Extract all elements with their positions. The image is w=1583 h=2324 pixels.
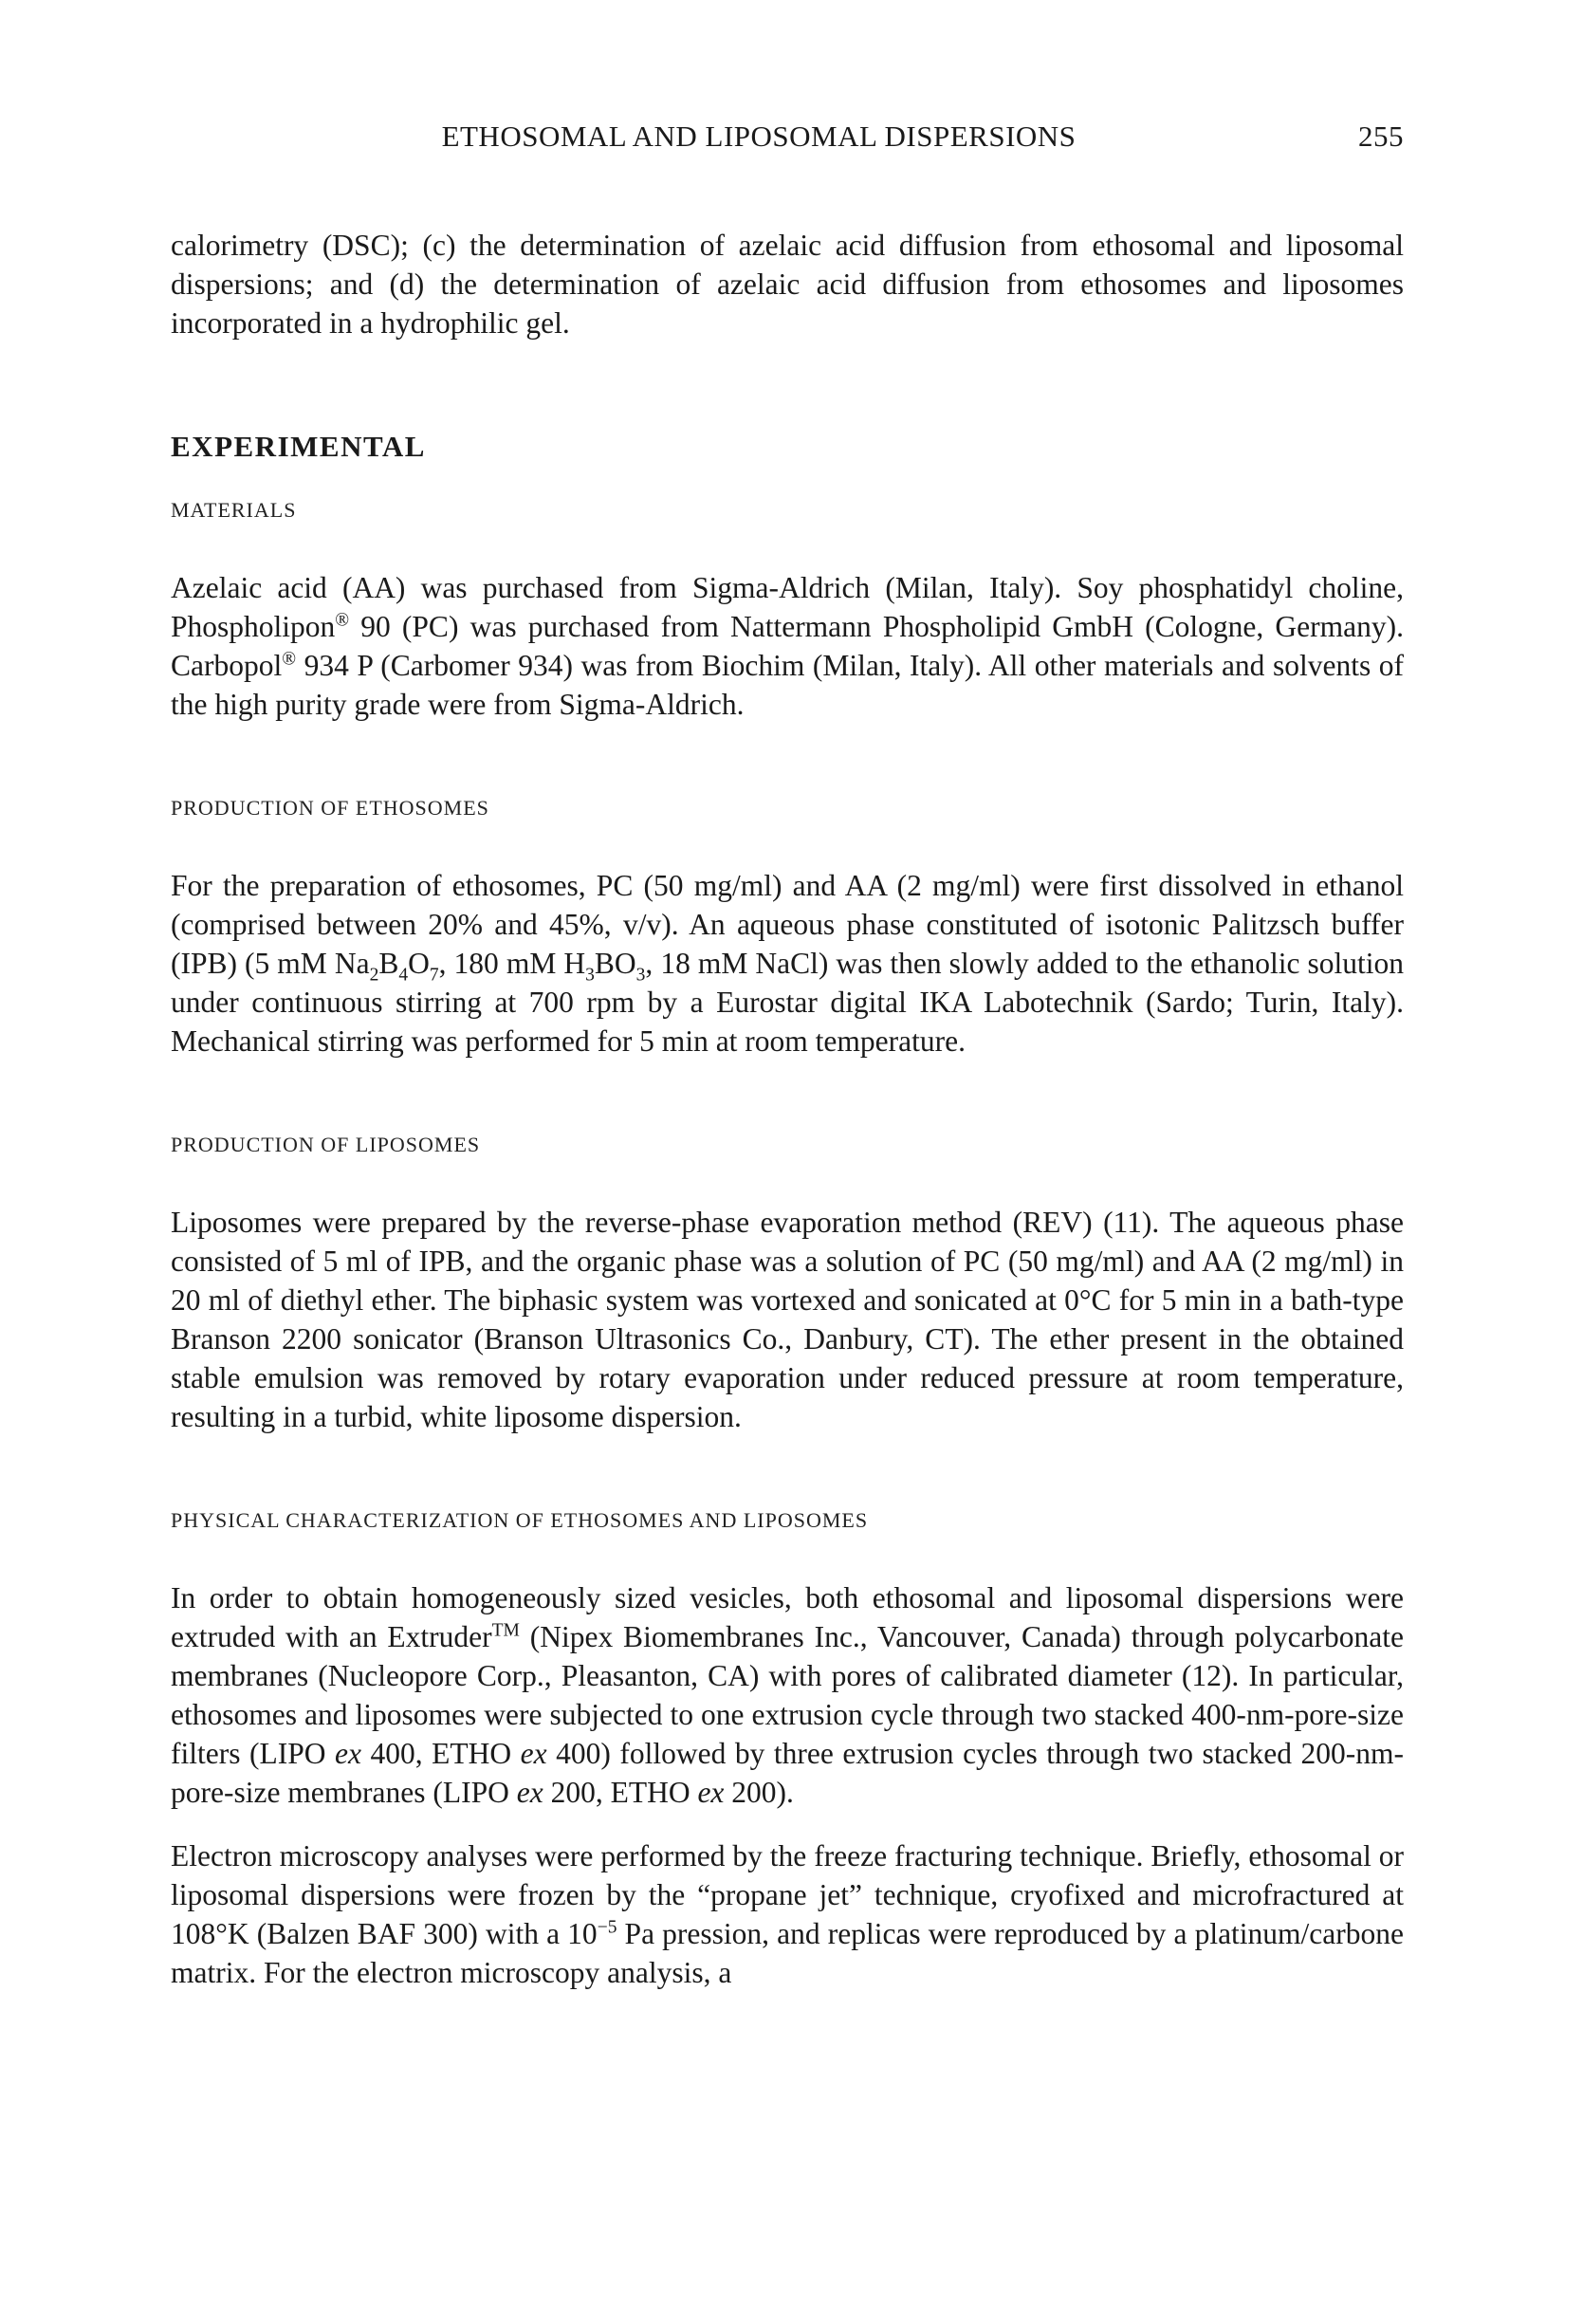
subheading-physical-characterization: PHYSICAL CHARACTERIZATION OF ETHOSOMES AND LIPOSOMES (171, 1508, 869, 1532)
characterization-paragraph-2: Electron microscopy analyses were performed by the freeze fracturing technique. Briefly, ethosomal or liposomal dispersions were frozen by the “propane jet” technique, cryofixed and microfractured at 108°K (Balzen BAF 300) with a $10^{-5}$ Pa pression, and replicas were reproduced by a platinum/carbone matrix. For the electron microscopy analysis, a (171, 1839, 1404, 1989)
intro-paragraph: calorimetry (DSC); (c) the determination of azelaic acid diffusion from ethosomal and liposomal dispersions; and (d) the determination of azelaic acid diffusion from ethosomes and liposomes incorporated in a hydrophilic gel. (171, 229, 1404, 340)
subheading-materials: MATERIALS (171, 498, 297, 522)
subheading-production-liposomes: PRODUCTION OF LIPOSOMES (171, 1133, 481, 1156)
ethosomes-paragraph: For the preparation of ethosomes, PC (50 mg/ml) and AA (2 mg/ml) were first dissolved in ethanol (comprised between 20% and 45%, v/v). An aqueous phase constituted of isotonic Palitzsch buffer (IPB) (5 mM $Na_2B_4O_7$, 180 mM $H_3BO_3$, 18 mM NaCl) was then slowly added to the ethanolic solution under continuous stirring at 700 rpm by a Eurostar digital IKA Labotechnik (Sardo; Turin, Italy). Mechanical stirring was performed for 5 min at room temperature. (171, 869, 1405, 1058)
liposomes-paragraph: Liposomes were prepared by the reverse-phase evaporation method (REV) (11). The aqueous phase consisted of 5 ml of IPB, and the organic phase was a solution of PC (50 mg/ml) and AA (2 mg/ml) in 20 ml of diethyl ether. The biphasic system was vortexed and sonicated at 0°C for 5 min in a bath-type Branson 2200 sonicator (Branson Ultrasonics Co., Danbury, CT). The ether present in the obtained stable emulsion was removed by rotary evaporation under reduced pressure at room temperature, resulting in a turbid, white liposome dispersion. (171, 1206, 1404, 1433)
running-head (171, 112, 1404, 159)
characterization-paragraph-1: In order to obtain homogeneously sized vesicles, both ethosomal and liposomal dispersions were extruded with an Extruder™ (Nipex Biomembranes Inc., Vancouver, Canada) through polycarbonate membranes (Nucleopore Corp., Pleasanton, CA) with pores of calibrated diameter (12). In particular, ethosomes and liposomes were subjected to one extrusion cycle through two stacked 400-nm-pore-size filters (LIPO ex 400, ETHO ex 400) followed by three extrusion cycles through two stacked 200-nm-pore-size membranes (LIPO ex 200, ETHO ex 200). (171, 1581, 1405, 1809)
page-number: 255 (1358, 120, 1404, 153)
subheading-production-ethosomes: PRODUCTION OF ETHOSOMES (171, 796, 489, 820)
running-title: ETHOSOMAL AND LIPOSOMAL DISPERSIONS (441, 120, 1077, 153)
section-heading-experimental: EXPERIMENTAL (171, 430, 426, 463)
page (171, 112, 1404, 1992)
materials-paragraph: Azelaic acid (AA) was purchased from Sigma-Aldrich (Milan, Italy). Soy phosphatidyl choline, Phospholipon® 90 (PC) was purchased from Nattermann Phospholipid GmbH (Cologne, Germany). Carbopol® 934 P (Carbomer 934) was from Biochim (Milan, Italy). All other materials and solvents of the high purity grade were from Sigma-Aldrich. (171, 571, 1404, 721)
